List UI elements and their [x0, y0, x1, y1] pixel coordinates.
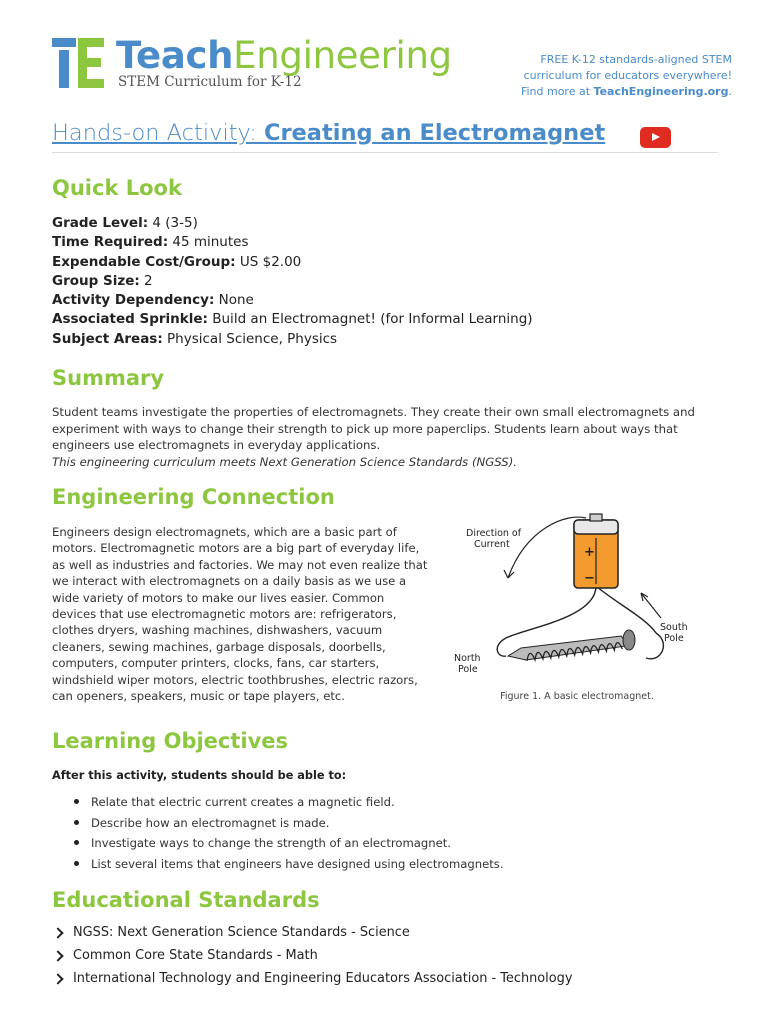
learning-objectives-heading: Learning Objectives	[52, 729, 289, 753]
label-direction-line1: Direction of	[466, 528, 522, 539]
quick-look-row	[52, 233, 533, 252]
quick-look-label: Time Required:	[52, 234, 169, 251]
engineering-connection-text: Engineers design electromagnets, which are a basic part of motors. Electromagnetic motors are a big part of everyday life, as well as industries and factories. We may not even realize that we interact with electromagnets on a daily basis as we use a wide variety of motors to make our lives easier. Common devices that use electromagnetic motors are: refrigerators, clothes dryers, washing machines, dishwashers, vacuum cleaners, sewing machines, garbage disposals, doorbells, computers, computer printers, clocks, fans, car starters, windshield wiper motors, electric toothbrushes, electric razors, can openers, speakers, music or tape players, etc.	[52, 525, 428, 704]
promo-prefix: Find more at	[520, 85, 594, 98]
label-south-line2: Pole	[664, 633, 684, 644]
quick-look-row	[52, 291, 533, 310]
standard-item-common-core[interactable]	[52, 947, 572, 970]
brand-engineering: Engineering	[233, 34, 452, 77]
quick-look-label: Activity Dependency:	[52, 292, 215, 309]
promo-text	[502, 52, 732, 100]
promo-line-2: curriculum for educators everywhere!	[523, 69, 732, 82]
learning-objectives-list	[74, 794, 504, 877]
standard-item-ngss[interactable]	[52, 924, 572, 947]
quick-look-value: None	[214, 292, 254, 309]
list-item	[74, 856, 504, 877]
list-item	[74, 794, 504, 815]
standard-label: NGSS: Next Generation Science Standards - Science	[73, 925, 410, 940]
summary-paragraph: Student teams investigate the properties of electromagnets. They create their own small electromagnets and experiment with ways to change their strength to pick up more paperclips. Students learn about ways that engineers use electromagnets in everyday applications.	[52, 405, 695, 453]
page-title[interactable]: Creating an Electromagnet	[263, 120, 606, 146]
quick-look-label: Group Size:	[52, 272, 140, 289]
battery-plus-sign: +	[584, 545, 595, 560]
brand-tagline: STEM Curriculum for K-12	[118, 74, 302, 90]
quick-look-row	[52, 253, 533, 272]
educational-standards-heading: Educational Standards	[52, 888, 320, 912]
associated-sprinkle-link[interactable]: Build an Electromagnet! (for Informal Learning)	[207, 311, 533, 328]
quick-look-label: Associated Sprinkle:	[52, 311, 208, 328]
quick-look-row	[52, 214, 533, 233]
promo-link[interactable]: TeachEngineering.org	[593, 85, 729, 98]
figure-caption: Figure 1. A basic electromagnet.	[500, 691, 654, 702]
ngss-note: This engineering curriculum meets Next Generation Science Standards (NGSS).	[52, 454, 517, 469]
quick-look-row	[52, 330, 533, 349]
objective-text: Relate that electric current creates a magnetic field.	[91, 795, 395, 809]
chevron-right-icon	[52, 951, 63, 962]
bullet-icon	[74, 799, 79, 804]
quick-look-value: US $2.00	[235, 253, 302, 270]
quick-look-label: Expendable Cost/Group:	[52, 253, 236, 270]
standard-label: Common Core State Standards - Math	[73, 948, 318, 964]
chevron-right-icon	[52, 927, 63, 938]
engineering-connection-heading: Engineering Connection	[52, 485, 335, 509]
list-item	[74, 815, 504, 836]
objective-text: List several items that engineers have designed using electromagnets.	[91, 857, 504, 872]
standard-item-iteea[interactable]	[52, 970, 572, 993]
standard-label: International Technology and Engineering Educators Association - Technology	[73, 971, 573, 987]
brand-teach: Teach	[116, 34, 234, 77]
summary-text	[52, 404, 712, 470]
promo-line-1: FREE K-12 standards-aligned STEM	[540, 53, 732, 66]
label-south-line1: South	[660, 622, 688, 633]
label-direction-line2: Current	[474, 539, 510, 550]
teachengineering-logo-icon[interactable]	[52, 38, 104, 88]
quick-look-list	[52, 214, 533, 349]
battery-minus-sign: −	[584, 571, 595, 586]
quick-look-value: 4 (3-5)	[148, 215, 198, 231]
list-item	[74, 835, 504, 856]
youtube-icon[interactable]	[640, 127, 671, 148]
site-header	[52, 36, 732, 106]
quick-look-value: 2	[139, 272, 153, 289]
chevron-right-icon	[52, 974, 63, 985]
quick-look-value: Physical Science, Physics	[162, 330, 338, 347]
quick-look-heading: Quick Look	[52, 176, 182, 200]
promo-suffix: .	[728, 85, 732, 98]
bullet-icon	[74, 820, 79, 825]
electromagnet-figure	[446, 508, 708, 698]
brand-name[interactable]	[116, 36, 452, 76]
learning-objectives-lead: After this activity, students should be able to:	[52, 769, 347, 782]
label-north-line1: North	[454, 653, 481, 664]
quick-look-label: Grade Level:	[52, 215, 149, 231]
label-north-line2: Pole	[458, 664, 478, 675]
promo-line-3	[502, 84, 732, 100]
quick-look-value: 45 minutes	[168, 234, 249, 251]
quick-look-row	[52, 272, 533, 291]
objective-text: Describe how an electromagnet is made.	[91, 815, 330, 830]
summary-heading: Summary	[52, 366, 165, 390]
page-title-row	[52, 120, 718, 153]
standards-list	[52, 924, 572, 994]
objective-text: Investigate ways to change the strength of an electromagnet.	[91, 836, 451, 851]
quick-look-label: Subject Areas:	[52, 330, 163, 347]
title-prefix[interactable]: Hands-on Activity:	[52, 120, 264, 146]
quick-look-row	[52, 310, 533, 329]
bullet-icon	[74, 840, 79, 845]
bullet-icon	[74, 861, 79, 866]
